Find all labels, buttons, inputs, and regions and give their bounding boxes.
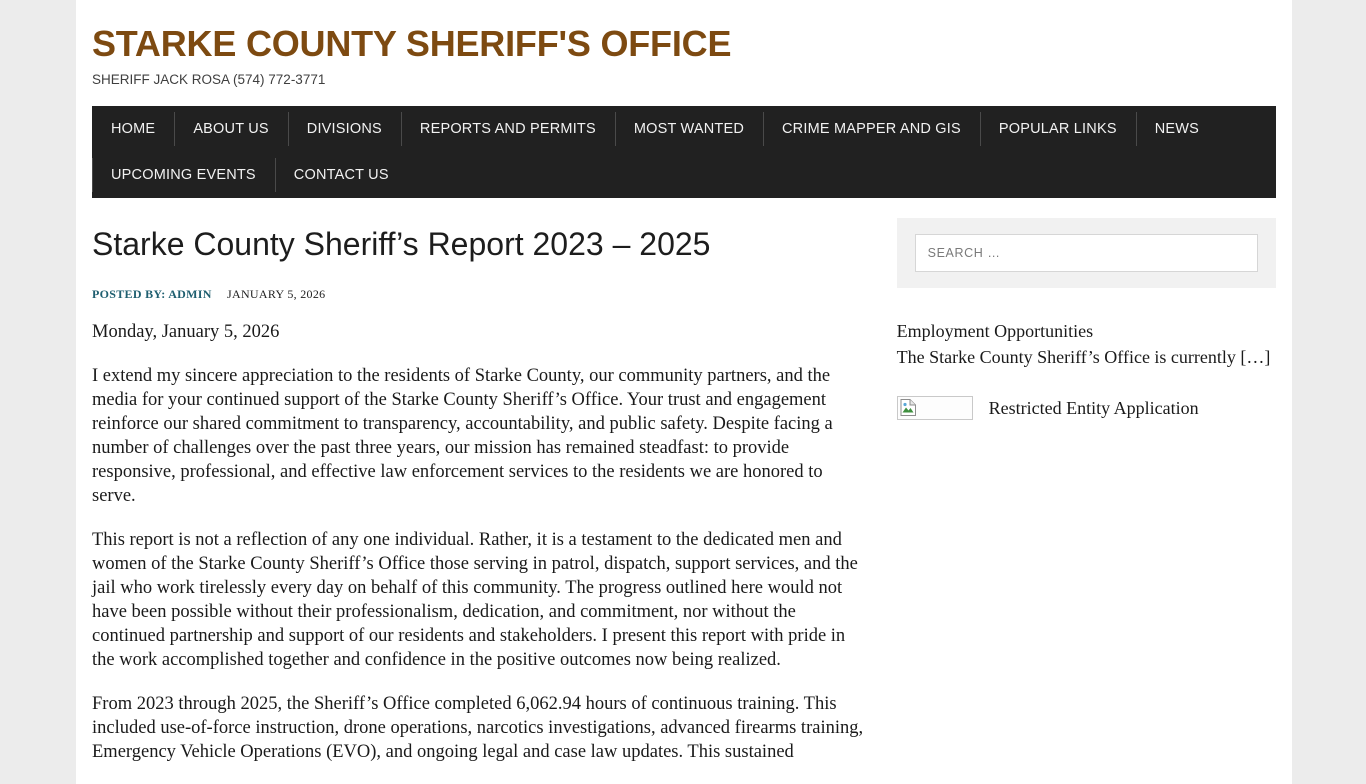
nav-link-popular-links[interactable]: POPULAR LINKS	[980, 106, 1136, 152]
paragraph-date-line: Monday, January 5, 2026	[92, 322, 280, 342]
primary-content	[92, 198, 869, 784]
paragraph-2: This report is not a reflection of any one individual. Rather, it is a testament to the dedicated men and women of the Starke County Sheriff’s Office those serving in patrol, dispatch, support services, and the jail who work tirelessly every day on behalf of this community. The progress outlined here would not have been possible without their professionalism, dedication, and commitment, nor without the continued partnership and support of our residents and stakeholders. I present this report with pride in the work accomplished together and confidence in the positive outcomes now being realized.	[92, 530, 858, 670]
recent-post-excerpt: The Starke County Sheriff’s Office is currently […]	[896, 347, 1271, 367]
nav-item-upcoming-events[interactable]	[92, 152, 275, 198]
site-title[interactable]: STARKE COUNTY SHERIFF'S OFFICE	[92, 23, 732, 64]
recent-post-widget	[897, 318, 1276, 370]
nav-link-about-us[interactable]: ABOUT US	[174, 106, 287, 152]
paragraph-1: I extend my sincere appreciation to the residents of Starke County, our community partners, and the media for your continued support of the Starke County Sheriff’s Office. Your trust and engagement reinforce our shared commitment to transparency, accountability, and public safety. Despite facing a number of challenges over the past three years, our mission has remained steadfast: to provide responsive, professional, and effective law enforcement services to the residents we are honored to serve.	[92, 366, 833, 506]
nav-item-about-us[interactable]	[174, 106, 287, 152]
nav-item-reports-and-permits[interactable]	[401, 106, 615, 152]
nav-link-reports-and-permits[interactable]: REPORTS AND PERMITS	[401, 106, 615, 152]
nav-item-news[interactable]	[1136, 106, 1218, 152]
article-post	[92, 224, 869, 764]
nav-list	[92, 106, 1276, 198]
content-wrapper	[76, 198, 1292, 784]
nav-link-news[interactable]: NEWS	[1136, 106, 1218, 152]
nav-link-home[interactable]: HOME	[111, 121, 156, 137]
nav-link-most-wanted[interactable]: MOST WANTED	[615, 106, 763, 152]
post-author-link[interactable]: POSTED BY: ADMIN	[92, 287, 212, 301]
site-container	[76, 0, 1292, 784]
site-header	[76, 0, 1292, 94]
search-widget	[897, 218, 1276, 288]
post-date: JANUARY 5, 2026	[227, 287, 326, 301]
sidebar	[897, 198, 1276, 420]
entry-meta	[92, 286, 869, 302]
nav-item-contact-us[interactable]	[275, 152, 408, 198]
entry-content	[92, 320, 869, 764]
nav-item-home[interactable]	[92, 106, 174, 152]
restricted-entity-application-row[interactable]	[897, 396, 1276, 420]
nav-item-divisions[interactable]	[288, 106, 401, 152]
nav-link-divisions[interactable]: DIVISIONS	[288, 106, 401, 152]
site-tagline: SHERIFF JACK ROSA (574) 772-3771	[92, 72, 326, 87]
page-title: Starke County Sheriff’s Report 2023 – 2025	[92, 226, 711, 262]
search-input[interactable]	[915, 234, 1258, 272]
nav-link-crime-mapper-and-gis[interactable]: CRIME MAPPER AND GIS	[763, 106, 980, 152]
nav-link-upcoming-events[interactable]: UPCOMING EVENTS	[92, 152, 275, 198]
paragraph-3: From 2023 through 2025, the Sheriff’s Office completed 6,062.94 hours of continuous training. This included use-of-force instruction, drone operations, narcotics investigations, advanced firearms training, Emergency Vehicle Operations (EVO), and ongoing legal and case law updates. This sustained	[92, 694, 864, 762]
nav-item-most-wanted[interactable]	[615, 106, 763, 152]
primary-navigation	[92, 106, 1276, 198]
nav-link-contact-us[interactable]: CONTACT US	[275, 152, 408, 198]
restricted-entity-application-link[interactable]: Restricted Entity Application	[988, 398, 1199, 418]
nav-item-popular-links[interactable]	[980, 106, 1136, 152]
recent-post-title[interactable]: Employment Opportunities	[896, 321, 1094, 341]
nav-item-crime-mapper-and-gis[interactable]	[763, 106, 980, 152]
broken-image-icon	[897, 396, 973, 420]
